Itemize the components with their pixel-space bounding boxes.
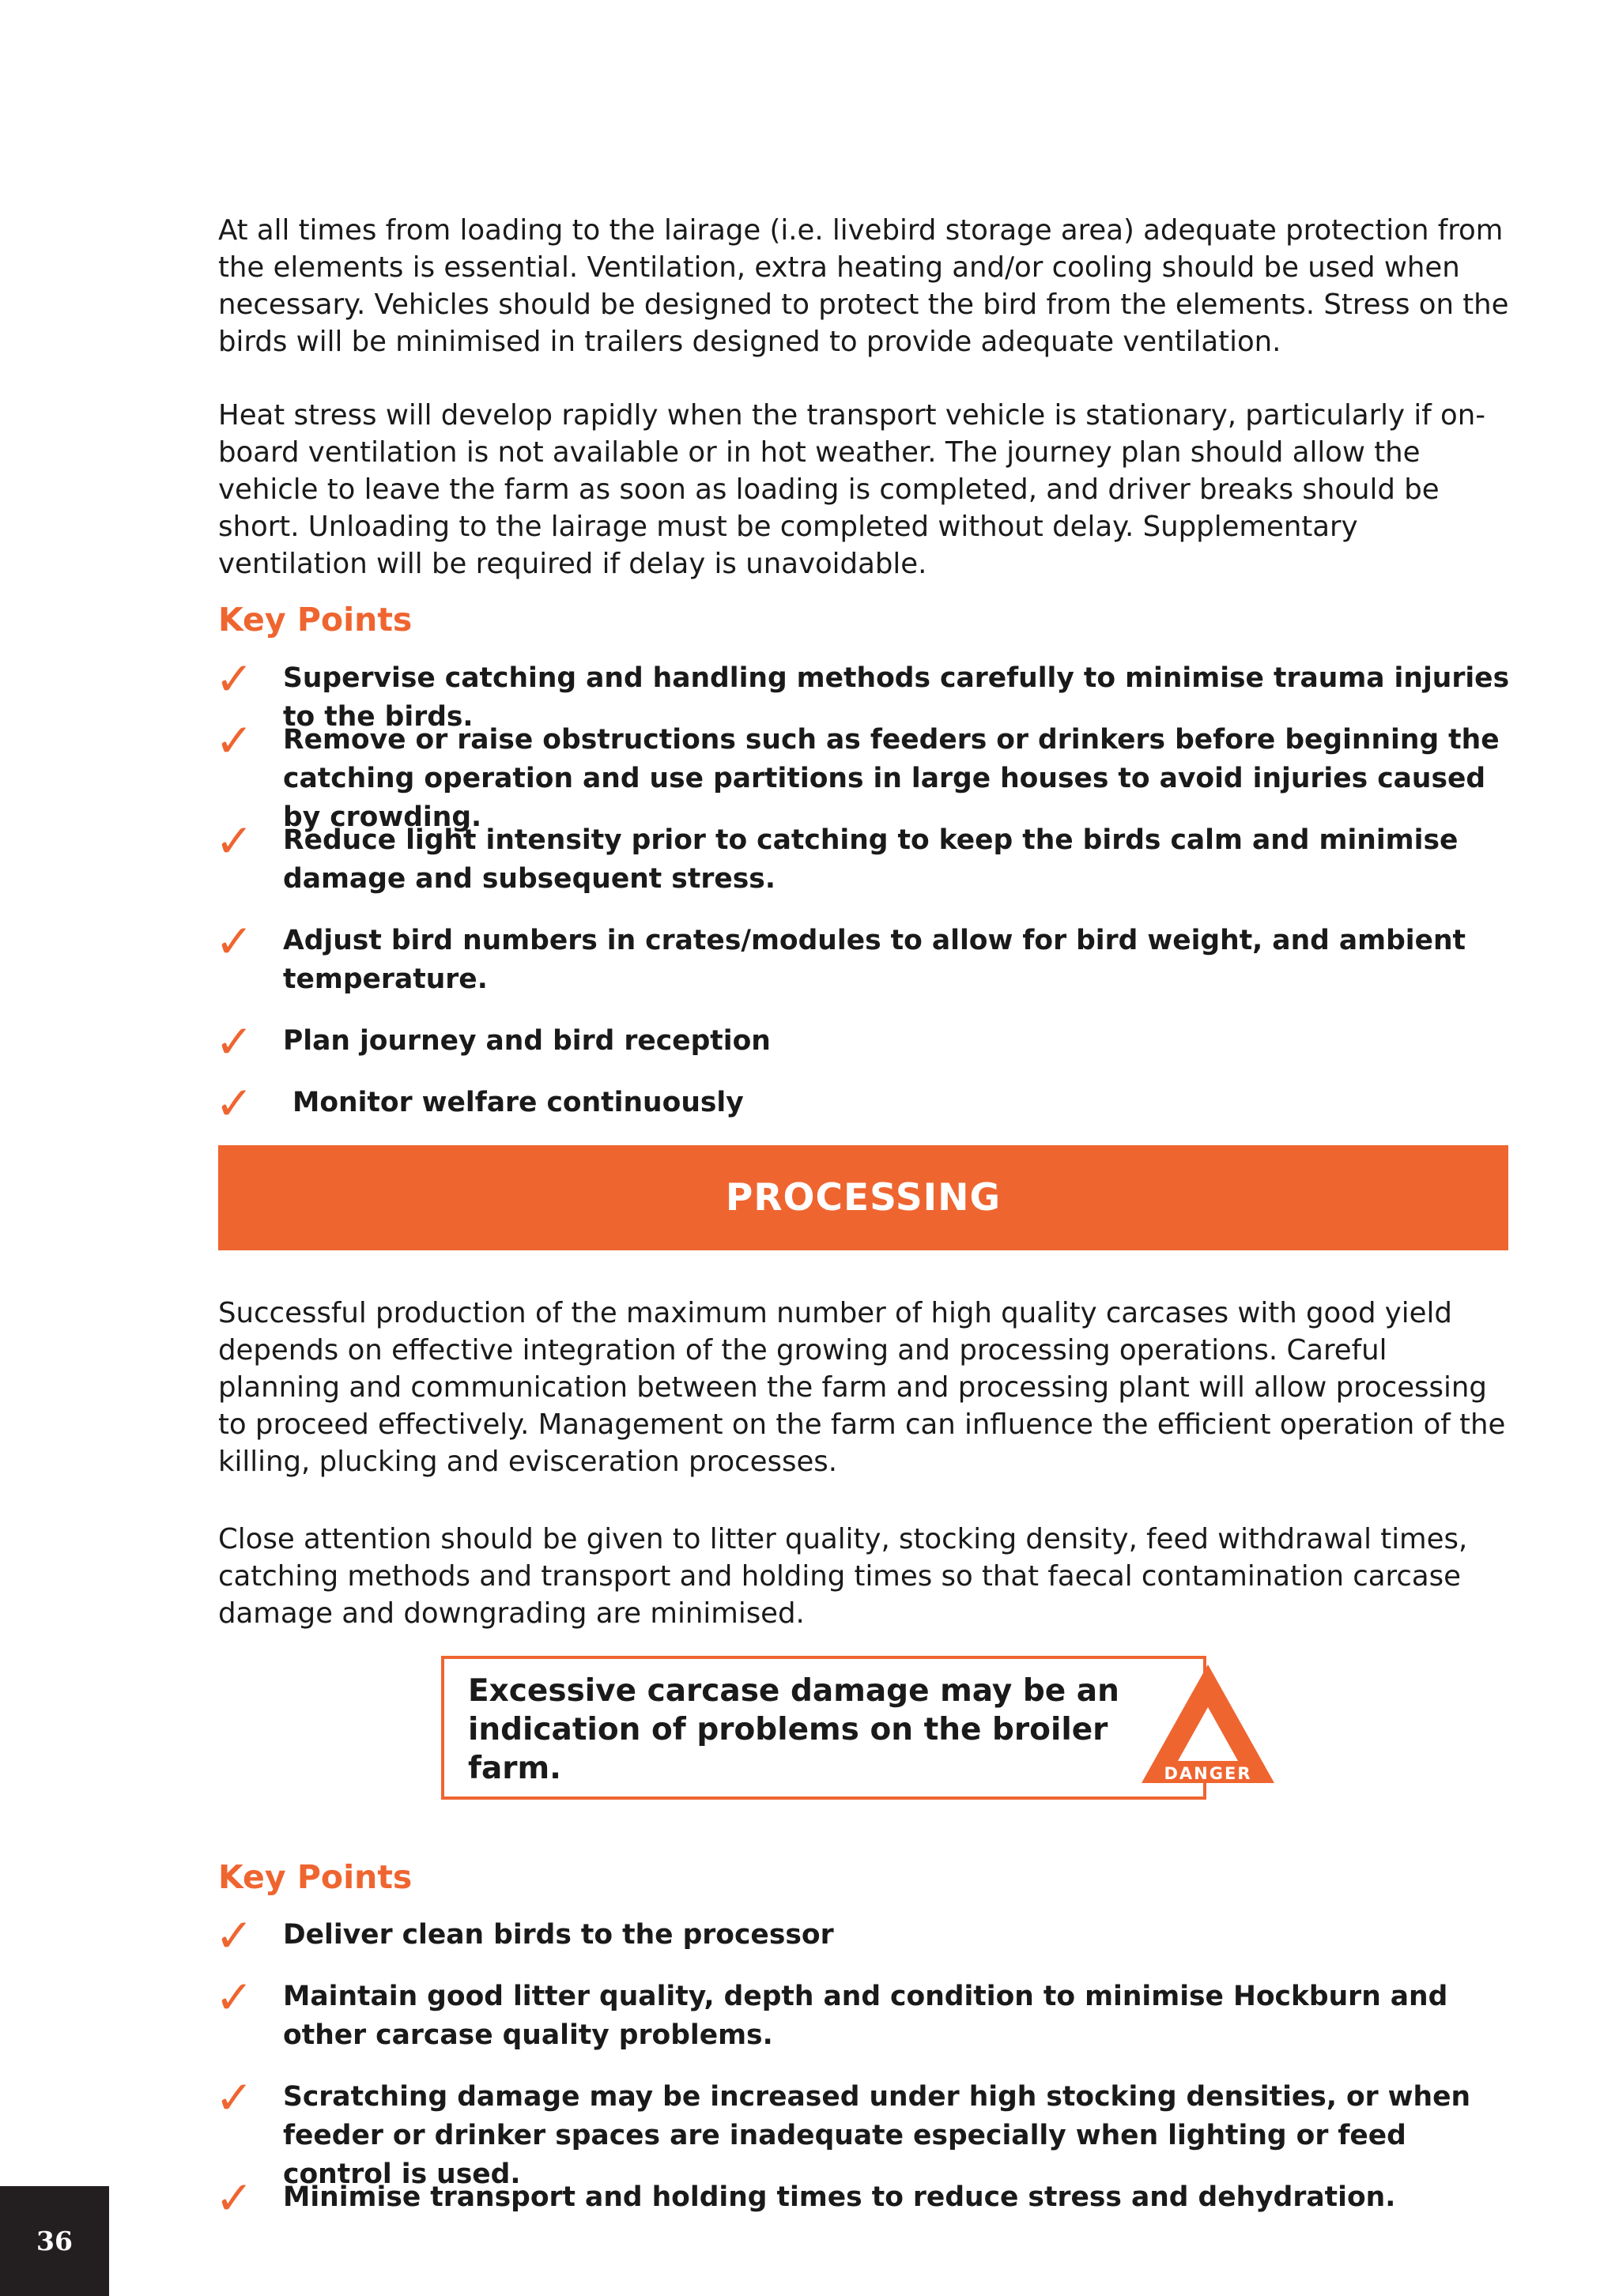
key-point-item: ✓ Adjust bird numbers in crates/modules to allow for bird weight, and ambient temperature. bbox=[215, 914, 1466, 995]
key-point-item: ✓ Maintain good litter quality, depth and condition to minimise Hockburn and other carcase quality problems. bbox=[215, 1970, 1448, 2051]
page-number-box bbox=[0, 2186, 109, 2296]
key-points-heading: Key Points bbox=[218, 601, 413, 639]
checkmark-icon: ✓ bbox=[215, 652, 254, 706]
key-point-item: ✓ Scratching damage may be increased under high stocking densities, or when feeder or drinker spaces are inadequate especially when lighting or feed control is used. bbox=[215, 2071, 1471, 2190]
processing-paragraph-2: Close attention should be given to litter quality, stocking density, feed withdrawal times, catching methods and transport and holding times so that faecal contamination carcase damage and downgrading are minimised. bbox=[218, 1523, 1468, 1630]
checkmark-icon: ✓ bbox=[215, 1970, 254, 2024]
key-point-item: ✓ Minimise transport and holding times to reduce stress and dehydration. bbox=[215, 2171, 1396, 2225]
danger-callout-text: Excessive carcase damage may be an indication of problems on the broiler farm. bbox=[468, 1673, 1119, 1786]
key-point-item: ✓ Reduce light intensity prior to catching to keep the birds calm and minimise damage and subsequent stress. bbox=[215, 814, 1459, 895]
checkmark-icon: ✓ bbox=[215, 2071, 254, 2124]
section-title: PROCESSING bbox=[725, 1176, 1002, 1220]
checkmark-icon: ✓ bbox=[215, 914, 254, 968]
checkmark-icon: ✓ bbox=[215, 1015, 254, 1069]
danger-callout bbox=[441, 1656, 1206, 1800]
intro-paragraph-2: Heat stress will develop rapidly when the transport vehicle is stationary, particularly if on-board ventilation is not available or in hot weather. The journey plan should allow the vehicle to leave the farm as soon as loading is completed, and driver breaks should be short. Unloading to the lairage must be completed without delay. Supplementary ventilation will be required if delay is unavoidable. bbox=[218, 399, 1486, 580]
checkmark-icon: ✓ bbox=[215, 714, 254, 767]
checkmark-icon: ✓ bbox=[215, 1909, 254, 1962]
checkmark-icon: ✓ bbox=[215, 1076, 254, 1130]
checkmark-icon: ✓ bbox=[215, 2171, 254, 2225]
key-point-item: ✓ Monitor welfare continuously bbox=[215, 1076, 744, 1130]
key-point-item: ✓ Plan journey and bird reception bbox=[215, 1015, 771, 1069]
checkmark-icon: ✓ bbox=[215, 814, 254, 868]
processing-paragraph-1: Successful production of the maximum number of high quality carcases with good yield depends on effective integration of the growing and processing operations. Careful planning and communication between the farm and processing plant will allow processing to proceed effectively. Management on the farm can influence the efficient operation of the killing, plucking and evisceration processes. bbox=[218, 1297, 1506, 1478]
intro-paragraph-1: At all times from loading to the lairage (i.e. livebird storage area) adequate protection from the elements is essential. Ventilation, extra heating and/or cooling should be used when necessary. Vehicles should be designed to protect the bird from the elements. Stress on the birds will be minimised in trailers designed to provide adequate ventilation. bbox=[218, 214, 1509, 358]
key-point-item: ✓ Remove or raise obstructions such as feeders or drinkers before beginning the catching operation and use partitions in large houses to avoid injuries caused by crowding. bbox=[215, 714, 1500, 833]
danger-label: DANGER bbox=[1164, 1764, 1252, 1783]
key-point-item: ✓ Deliver clean birds to the processor bbox=[215, 1909, 834, 1962]
section-banner bbox=[218, 1145, 1508, 1250]
key-points-heading: Key Points bbox=[218, 1858, 413, 1896]
page-number: 36 bbox=[36, 2226, 73, 2256]
key-point-item: ✓ Supervise catching and handling methods carefully to minimise trauma injuries to the birds. bbox=[215, 652, 1510, 733]
danger-triangle-icon bbox=[1137, 1660, 1279, 1786]
